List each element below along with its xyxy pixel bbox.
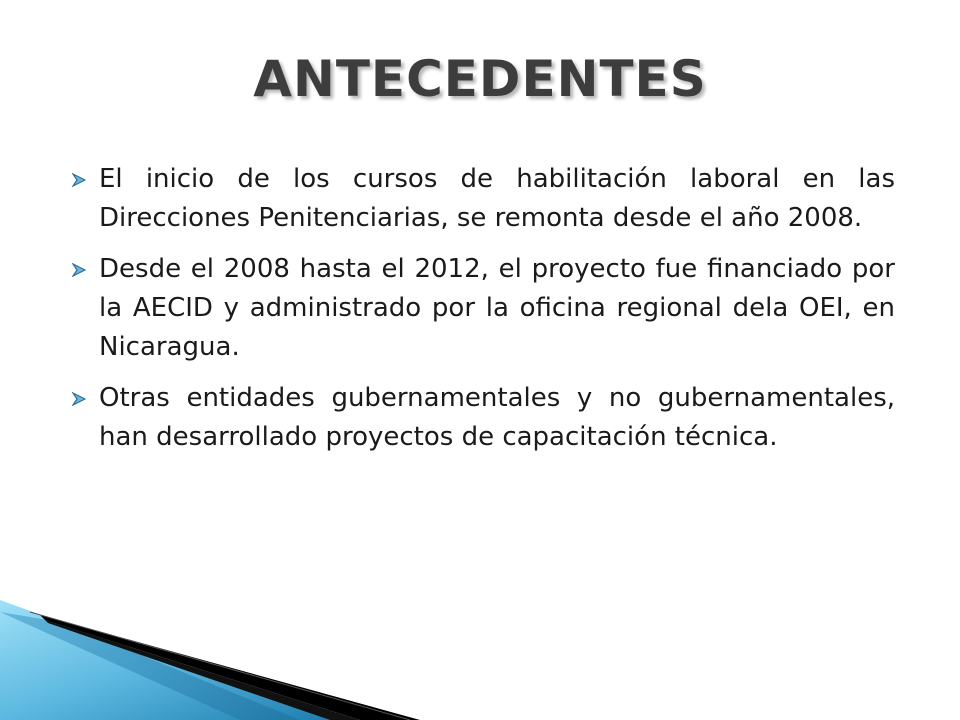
bullet-list <box>72 160 895 469</box>
slide-title: ANTECEDENTES <box>253 50 707 108</box>
arrow-bullet-icon <box>72 173 86 187</box>
bullet-text: Desde el 2008 hasta el 2012, el proyecto fue financiado por la AECID y administrado por la oficina regional dela OEI, en Nicaragua. <box>99 254 895 362</box>
bullet-item <box>72 379 895 457</box>
bullet-text: Otras entidades gubernamentales y no gubernamentales, han desarrollado proyectos de capacitación técnica. <box>99 383 895 452</box>
arrow-bullet-icon <box>72 392 86 406</box>
bullet-item <box>72 160 895 238</box>
bullet-item <box>72 250 895 367</box>
bullet-text: El inicio de los cursos de habilitación laboral en las Direcciones Penitenciarias, se remonta desde el año 2008. <box>99 164 895 233</box>
arrow-bullet-icon <box>72 263 86 277</box>
